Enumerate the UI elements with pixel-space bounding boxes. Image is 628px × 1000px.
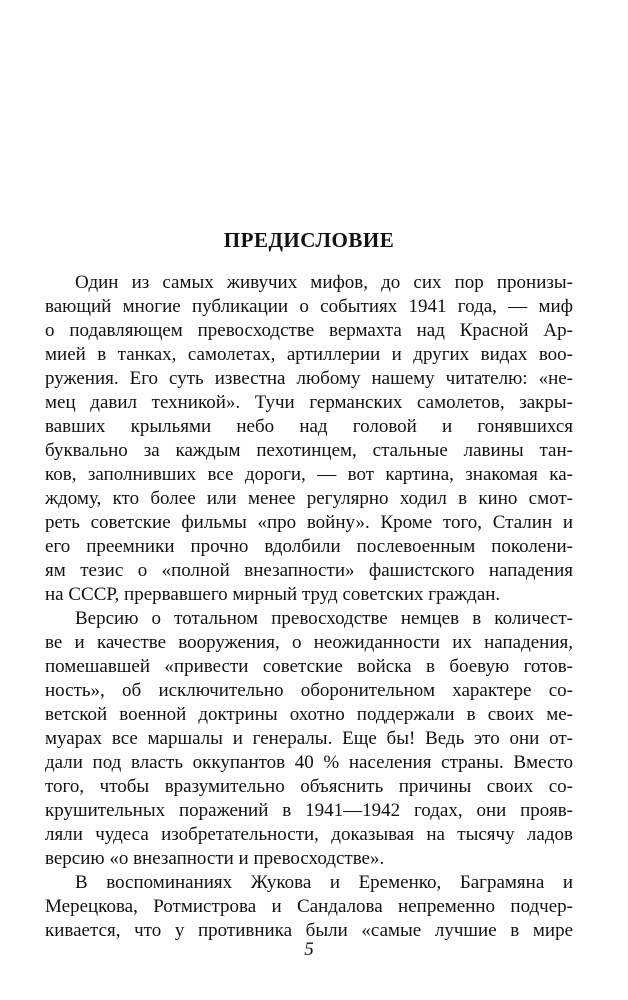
text-line: муарах все маршалы и генералы. Еще бы! Ведь это они от-: [45, 728, 573, 749]
text-line: ветской военной доктрины охотно поддержали в своих ме-: [45, 704, 573, 725]
text-line: ям тезис о «полной внезапности» фашистского нападения: [45, 560, 573, 581]
text-line: реть советские фильмы «про войну». Кроме того, Сталин и: [45, 512, 573, 533]
text-line: Мерецкова, Ротмистрова и Сандалова непременно подчер-: [45, 896, 573, 917]
text-line: ляли чудеса изобретательности, доказывая на тысячу ладов: [45, 824, 573, 845]
text-line: на СССР, прервавшего мирный труд советских граждан.: [45, 584, 501, 605]
text-line: дали под власть оккупантов 40 % населения страны. Вместо: [45, 752, 573, 773]
text-line: мией в танках, самолетах, артиллерии и других видах воо-: [45, 344, 573, 365]
text-line: В воспоминаниях Жукова и Еременко, Баграмяна и: [75, 872, 573, 893]
text-line: крушительных поражений в 1941—1942 годах, они прояв-: [45, 800, 573, 821]
text-line: того, чтобы вразумительно объяснить причины своих со-: [45, 776, 573, 797]
text-line: помешавшей «привести советские войска в боевую готов-: [45, 656, 573, 677]
text-line: ность», об исключительно оборонительном характере со-: [45, 680, 573, 701]
body-text: [45, 271, 573, 943]
text-line: ков, заполнивших все дороги, — вот картина, знакомая ка-: [45, 464, 573, 485]
paragraph: [45, 271, 573, 607]
text-line: версию «о внезапности и превосходстве».: [45, 848, 385, 869]
page-number: 5: [304, 939, 314, 960]
text-line: его преемники прочно вдолбили послевоенным поколени-: [45, 536, 573, 557]
text-line: вающий многие публикации о событиях 1941 года, — миф: [45, 296, 573, 317]
paragraph: [45, 607, 573, 871]
text-line: о подавляющем превосходстве вермахта над Красной Ар-: [45, 320, 573, 341]
text-line: ве и качестве вооружения, о неожиданности их нападения,: [45, 632, 573, 653]
text-line: Один из самых живучих мифов, до сих пор пронизы-: [75, 272, 573, 293]
text-line: ружения. Его суть известна любому нашему читателю: «не-: [45, 368, 573, 389]
text-line: буквально за каждым пехотинцем, стальные лавины тан-: [45, 440, 573, 461]
text-line: Версию о тотальном превосходстве немцев в количест-: [75, 608, 573, 629]
paragraph: [45, 871, 573, 943]
page-title: ПРЕДИСЛОВИЕ: [223, 228, 395, 252]
text-line: кивается, что у противника были «самые лучшие в мире: [45, 920, 573, 941]
text-line: ждому, кто более или менее регулярно ходил в кино смот-: [45, 488, 573, 509]
text-line: вавших крыльями небо над головой и гонявшихся: [45, 416, 573, 437]
text-line: мец давил техникой». Тучи германских самолетов, закры-: [45, 392, 573, 413]
